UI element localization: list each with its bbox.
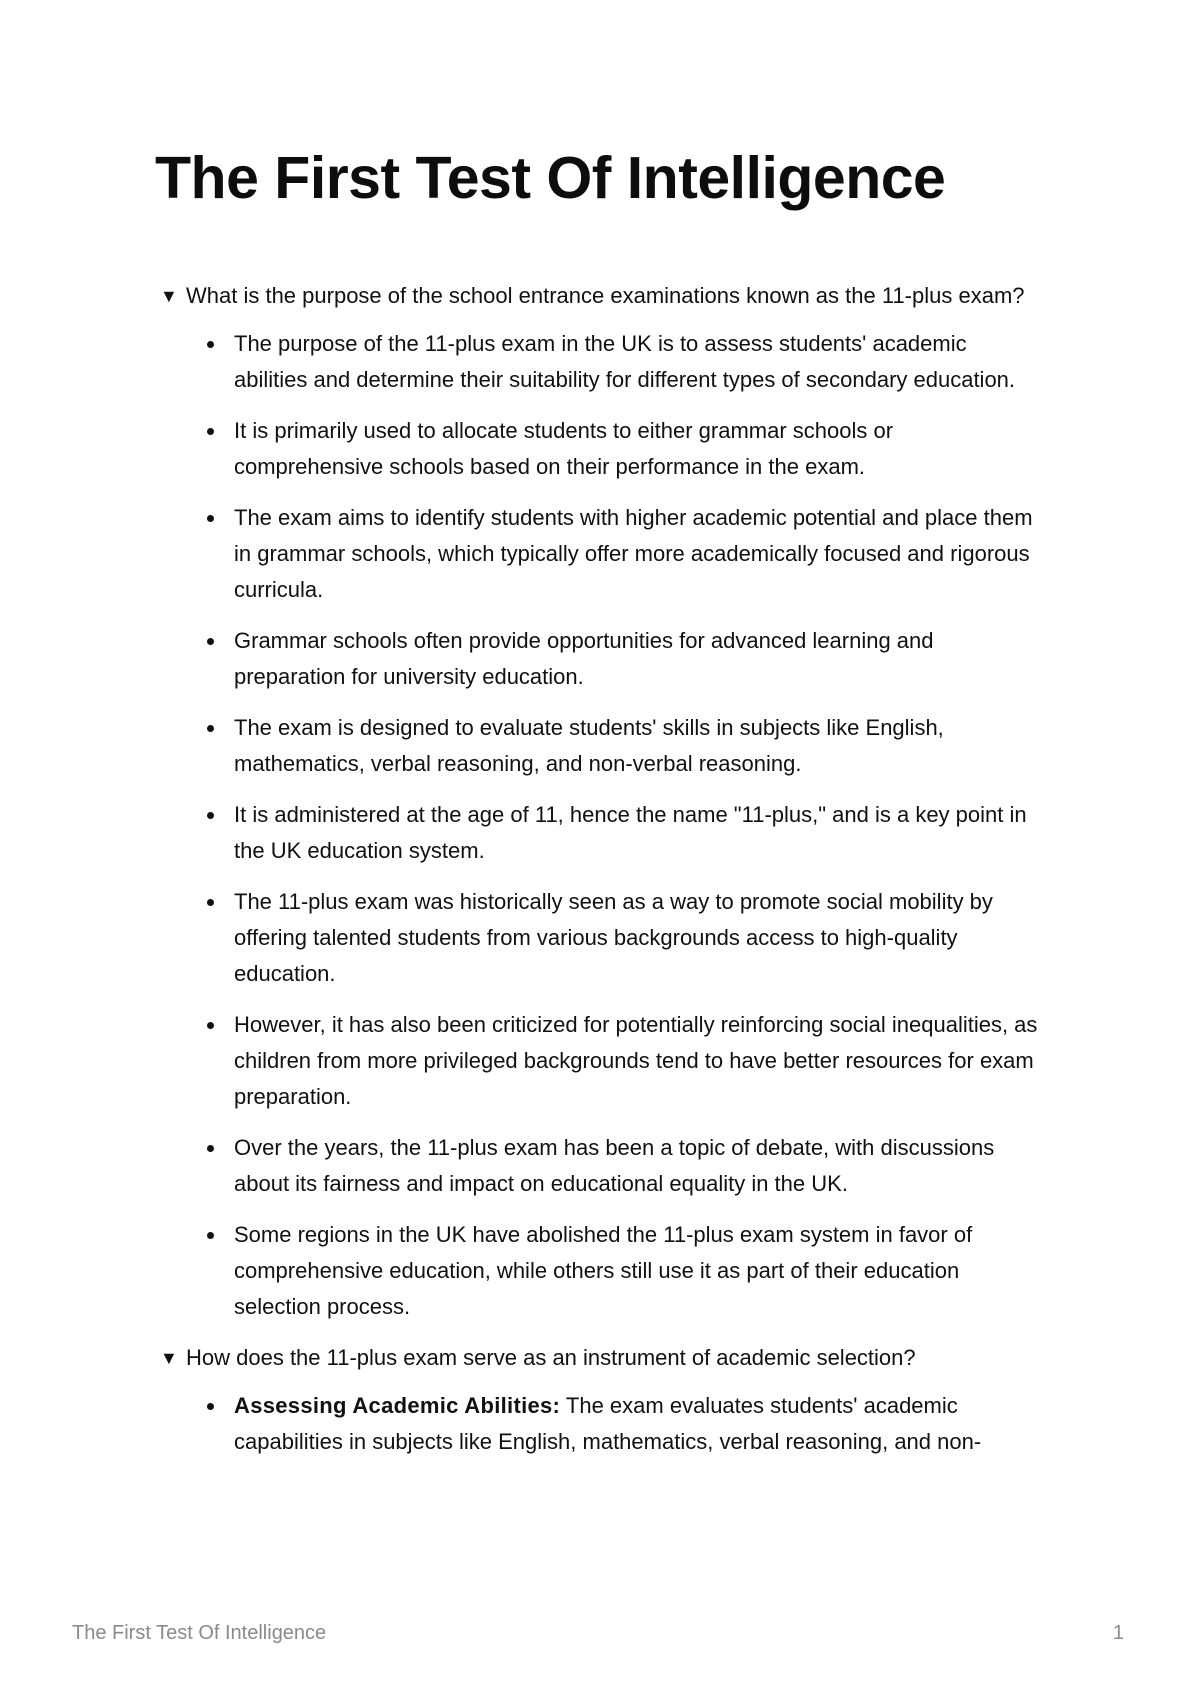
- toggle-header[interactable]: [160, 278, 1060, 314]
- list-item-text: However, it has also been criticized for potentially reinforcing social inequalities, as children from more privileged backgrounds tend to have better resources for exam preparation.: [234, 1012, 1038, 1109]
- toggle-block: [160, 1340, 1060, 1460]
- page-title: The First Test Of Intelligence: [155, 145, 946, 211]
- list-item: [234, 797, 1060, 869]
- list-item-text: Some regions in the UK have abolished the 11-plus exam system in favor of comprehensive education, while others still use it as part of their education selection process.: [234, 1222, 973, 1319]
- list-item: [234, 1130, 1060, 1202]
- list-item-text: The purpose of the 11-plus exam in the UK is to assess students' academic abilities and determine their suitability for different types of secondary education.: [234, 331, 1016, 392]
- bullet-list: [160, 326, 1060, 1325]
- list-item: [234, 1388, 1060, 1460]
- list-item: [234, 1007, 1060, 1115]
- caret-down-icon[interactable]: ▼: [160, 1348, 178, 1368]
- list-item-text: The exam aims to identify students with higher academic potential and place them in grammar schools, which typically offer more academically focused and rigorous curricula.: [234, 505, 1033, 602]
- bullet-icon: [207, 341, 214, 348]
- bullet-icon: [207, 1145, 214, 1152]
- bullet-icon: [207, 1232, 214, 1239]
- footer-page-number: 1: [1112, 1622, 1124, 1644]
- toggle-question: What is the purpose of the school entrance examinations known as the 11-plus exam?: [186, 283, 1025, 308]
- bullet-icon: [207, 1022, 214, 1029]
- list-item: [234, 500, 1060, 608]
- list-item: [234, 1217, 1060, 1325]
- bullet-icon: [207, 899, 214, 906]
- list-item-text: The exam is designed to evaluate students' skills in subjects like English, mathematics, verbal reasoning, and non-verbal reasoning.: [234, 715, 944, 776]
- bullet-icon: [207, 638, 214, 645]
- bullet-icon: [207, 1403, 214, 1410]
- bullet-list: [160, 1388, 1060, 1460]
- list-item: [234, 413, 1060, 485]
- toggle-question: How does the 11-plus exam serve as an instrument of academic selection?: [186, 1345, 916, 1370]
- list-item-text: The 11-plus exam was historically seen as a way to promote social mobility by offering talented students from various backgrounds access to high-quality education.: [234, 889, 993, 986]
- list-item: [234, 710, 1060, 782]
- bullet-icon: [207, 812, 214, 819]
- toggle-header[interactable]: [160, 1340, 1060, 1376]
- list-item: [234, 884, 1060, 992]
- document-body: [160, 278, 1060, 1475]
- list-item-text: Grammar schools often provide opportunities for advanced learning and preparation for university education.: [234, 628, 934, 689]
- list-item-text: The exam evaluates students' academic capabilities in subjects like English, mathematics, verbal reasoning, and non-: [234, 1393, 982, 1454]
- list-item-text: Over the years, the 11-plus exam has been a topic of debate, with discussions about its fairness and impact on educational equality in the UK.: [234, 1135, 995, 1196]
- list-item-bold-lead: Assessing Academic Abilities:: [234, 1393, 561, 1418]
- caret-down-icon[interactable]: ▼: [160, 286, 178, 306]
- list-item-text: It is administered at the age of 11, hence the name "11-plus," and is a key point in the UK education system.: [234, 802, 1027, 863]
- toggle-block: [160, 278, 1060, 1325]
- bullet-icon: [207, 725, 214, 732]
- bullet-icon: [207, 428, 214, 435]
- list-item: [234, 326, 1060, 398]
- footer-document-title: The First Test Of Intelligence: [72, 1622, 327, 1644]
- list-item-text: It is primarily used to allocate students to either grammar schools or comprehensive schools based on their performance in the exam.: [234, 418, 894, 479]
- list-item: [234, 623, 1060, 695]
- bullet-icon: [207, 515, 214, 522]
